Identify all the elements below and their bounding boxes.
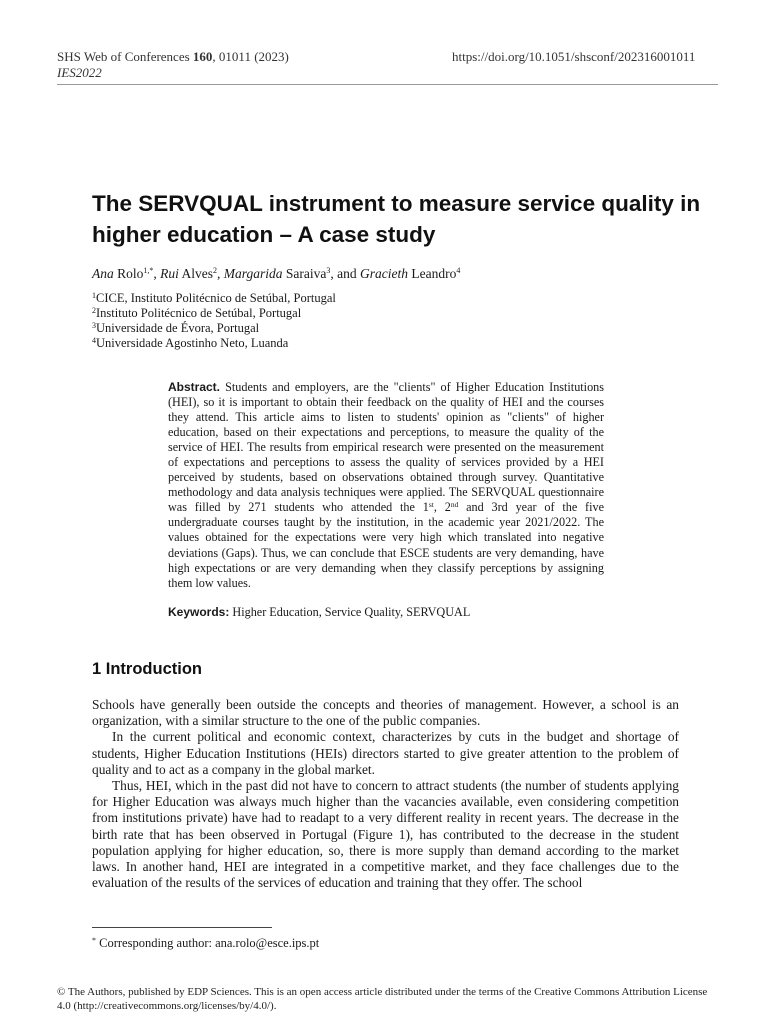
paper-title: The SERVQUAL instrument to measure service quality in higher education – A case study	[92, 191, 701, 247]
paragraph: Schools have generally been outside the concepts and theories of management. However, a school is an organization, with a similar structure to the one of the public companies.	[92, 697, 679, 729]
abstract: Abstract. Students and employers, are the "clients" of Higher Education Institutions (HEI), so it is important to obtain their feedback on the quality of HEI and the courses they attend. This article aims to listen to students' opinion as "clients" of higher education, based on their expectations and perceptions, to measure the quality of the service of HEI. The results from empirical research were presented on the measurement of expectations and perceptions to assess the quality of services provided by a HEI perceived by students, based on observations obtained through survey. Quantitative methodology and data analysis techniques were applied. The SERVQUAL questionnaire was filled by 271 students who attended the 1st, 2nd and 3rd year of the five undergraduate courses taught by the institution, in the academic year 2021/2022. The values obtained for the expectations were very high which translated into negative deviations (Gaps). Thus, we can conclude that ESCE students are very demanding, have high expectations or are very demanding when they classify perceptions by assigning them low values.	[168, 380, 604, 590]
affiliation: $^2$Instituto Politécnico de Setúbal, Portugal	[92, 306, 302, 320]
affiliation: $^3$Universidade de Évora, Portugal	[92, 321, 260, 335]
doi-link[interactable]: https://doi.org/10.1051/shsconf/202316001011	[452, 49, 696, 64]
abstract-label: Abstract.	[168, 380, 221, 394]
journal-citation: SHS Web of Conferences 160, 01011 (2023)	[57, 49, 289, 64]
author-list	[92, 266, 460, 282]
keywords-label: Keywords:	[168, 605, 230, 619]
author: Gracieth Leandro$^4$	[360, 266, 461, 281]
footnote-divider	[92, 927, 272, 928]
footnote: * Corresponding author: ana.rolo@esce.ips.pt	[92, 936, 320, 950]
author: Rui Alves$^2$,	[160, 266, 224, 281]
paragraph: In the current political and economic context, characterizes by cuts in the budget and shortage of students, Higher Education Institutions (HEIs) directors started to give greater attention to the problem of quality and to act as a company in the global market.	[92, 729, 679, 777]
affiliation: $^4$Universidade Agostinho Neto, Luanda	[92, 336, 289, 350]
paragraph: Thus, HEI, which in the past did not have to concern to attract students (the number of students applying for Higher Education was always much higher than the vacancies available, even considering competition from institutions private) have had to readapt to a very different reality in recent years. The decrease in the birth rate that has been observed in Portugal (Figure 1), has contributed to the decrease in the student population applying for higher education, so, there is more supply than demand according to the market laws. In another hand, HEI are integrated in a competitive market, and they face challenges due to the evaluation of the results of the services of education and training that they offer. The school	[92, 778, 679, 891]
license-notice: © The Authors, published by EDP Sciences. This is an open access article distributed under the terms of the Creative Commons Attribution License 4.0 (http://creativecommons.org/licenses/by/4.0/).	[57, 986, 708, 1012]
journal-volume: 160	[192, 49, 213, 64]
header-divider	[57, 84, 718, 85]
conference-name: IES2022	[57, 65, 102, 80]
affiliation: $^1$CICE, Instituto Politécnico de Setúbal, Portugal	[92, 291, 336, 305]
section-body	[92, 697, 679, 891]
section-heading: 1 Introduction	[92, 660, 202, 678]
keywords: Keywords: Higher Education, Service Quality, SERVQUAL	[168, 605, 471, 619]
author: Margarida Saraiva$^3$, and	[223, 266, 361, 281]
author: Ana Rolo$^{1,*}$,	[92, 266, 161, 281]
